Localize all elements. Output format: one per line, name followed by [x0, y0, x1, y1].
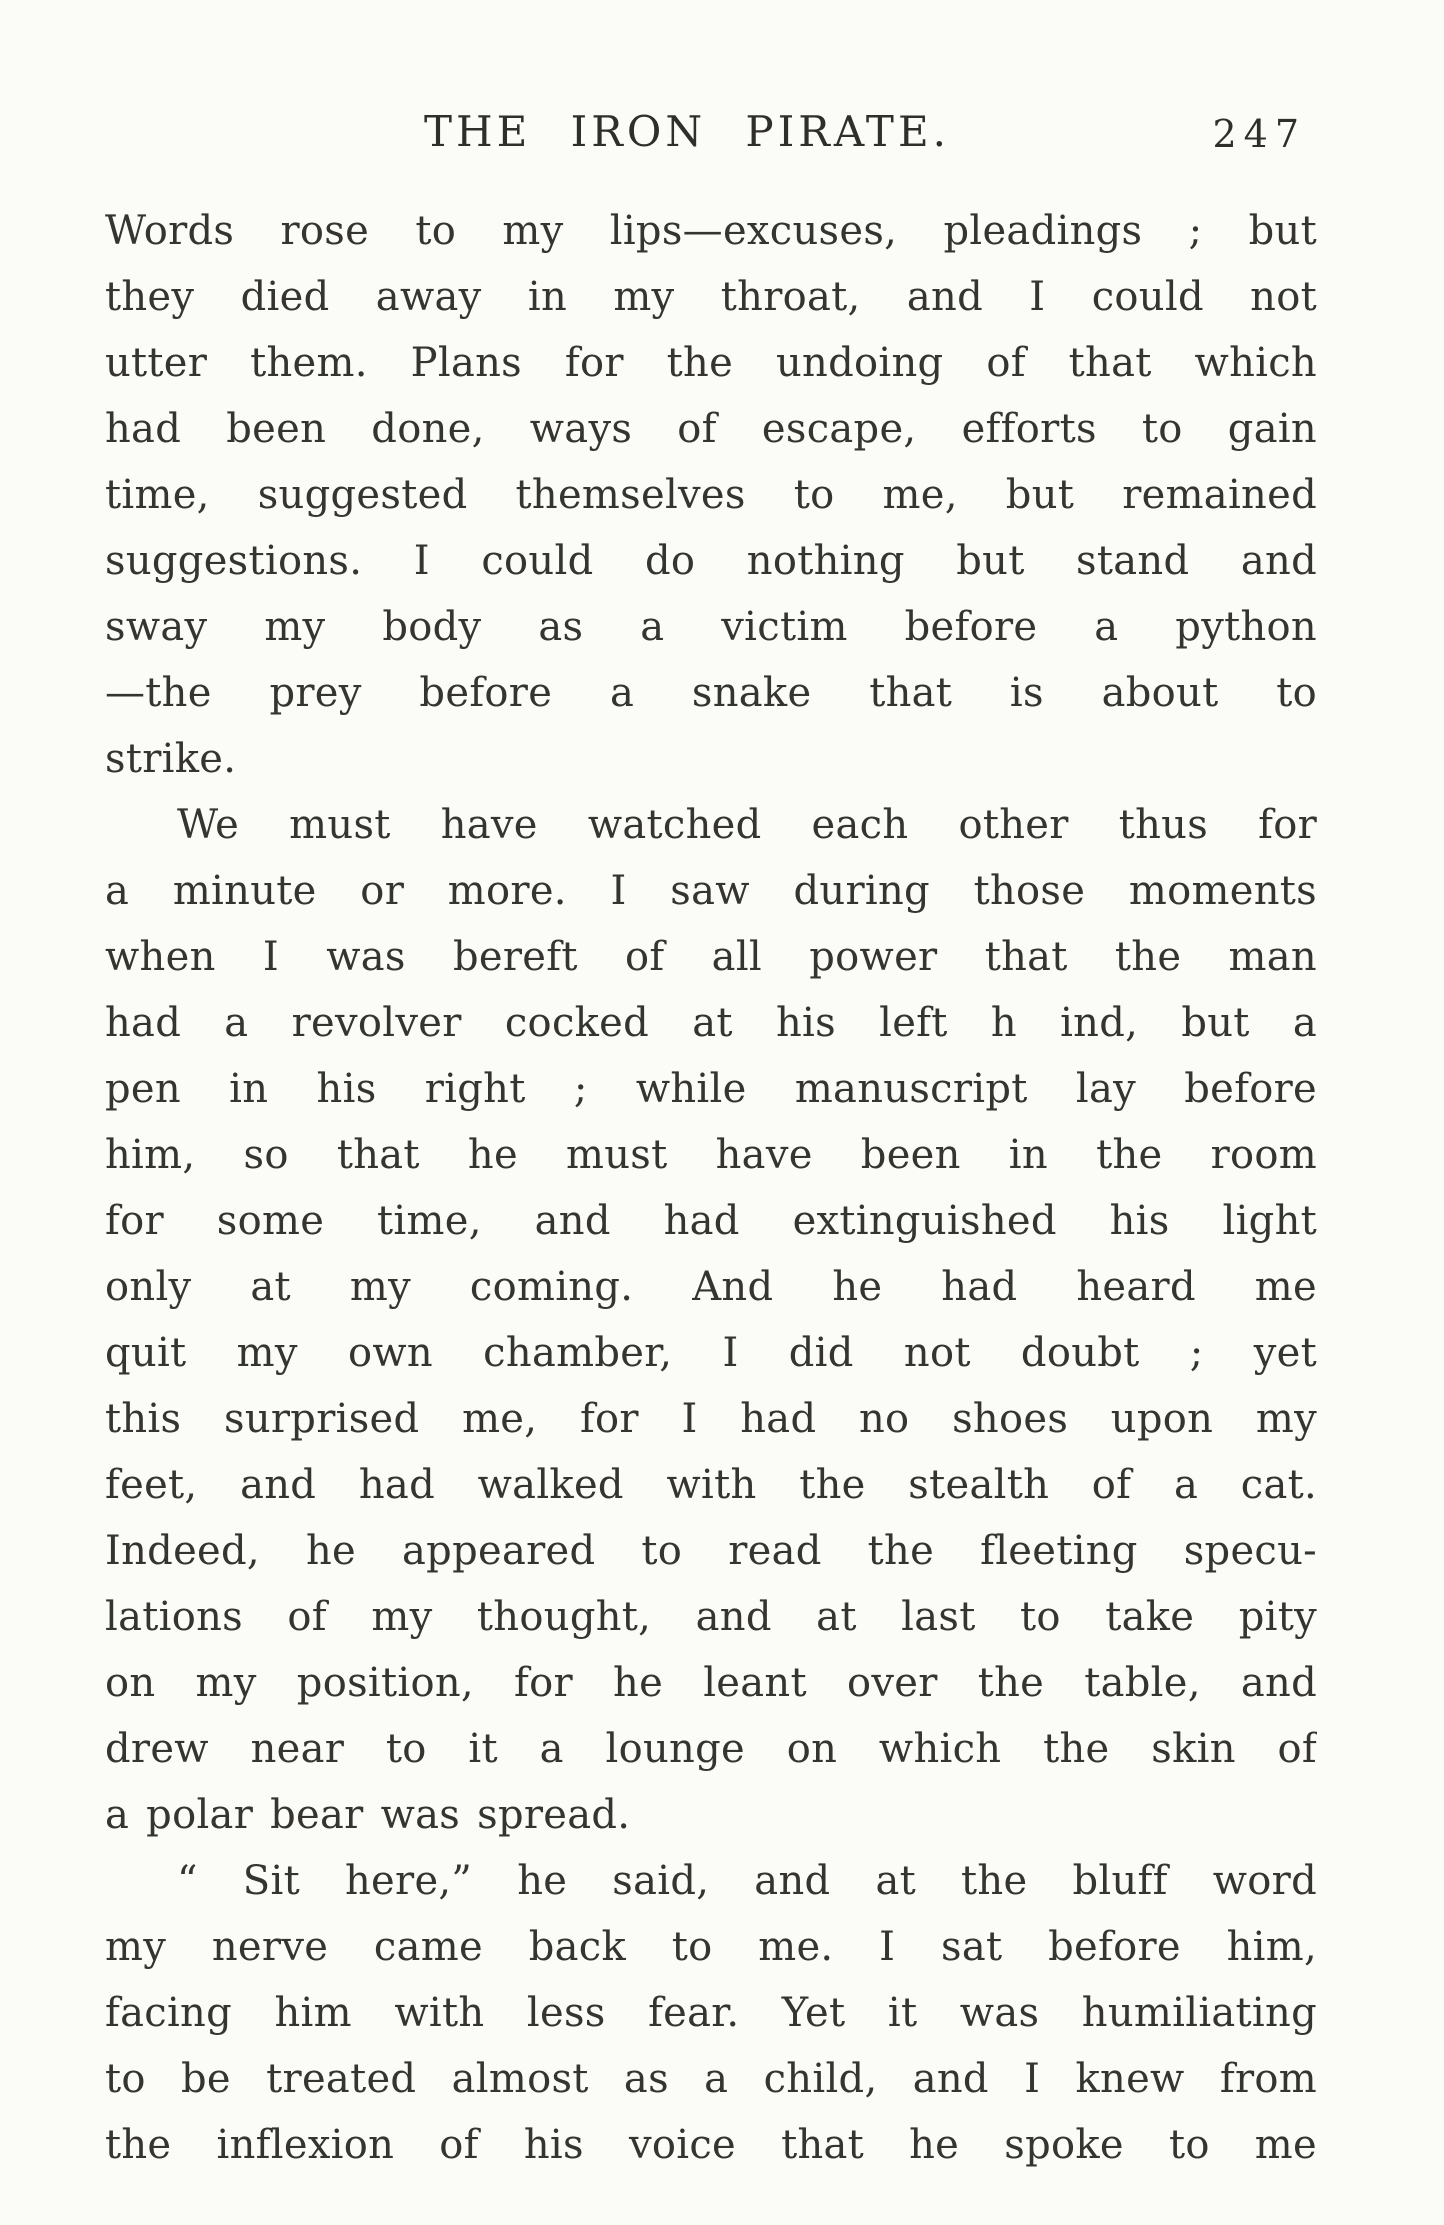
paragraph [105, 792, 1317, 1848]
text-line: a polar bear was spread. [105, 1792, 631, 1838]
text-line: —the prey before a snake that is about to [105, 670, 1317, 716]
page-header [106, 106, 1316, 162]
text-line: on my position, for he leant over the table, and [105, 1660, 1317, 1706]
text-line: suggestions. I could do nothing but stand and [105, 538, 1317, 584]
text-line: quit my own chamber, I did not doubt ; yet [105, 1330, 1317, 1376]
text-line: utter them. Plans for the undoing of that which [105, 340, 1317, 386]
text-line: had a revolver cocked at his left h ind, but a [105, 1000, 1317, 1046]
text-line: We must have watched each other thus for [177, 802, 1317, 848]
text-line: feet, and had walked with the stealth of a cat. [105, 1462, 1317, 1508]
text-line: him, so that he must have been in the room [105, 1132, 1317, 1178]
text-line: this surprised me, for I had no shoes upon my [105, 1396, 1317, 1442]
text-line: facing him with less fear. Yet it was humiliating [105, 1990, 1317, 2036]
text-line: time, suggested themselves to me, but remained [105, 472, 1317, 518]
text-line: a minute or more. I saw during those moments [105, 868, 1317, 914]
text-line: for some time, and had extinguished his light [105, 1198, 1317, 1244]
text-line: pen in his right ; while manuscript lay before [105, 1066, 1317, 1112]
text-line: drew near to it a lounge on which the skin of [105, 1726, 1317, 1772]
paragraph [105, 1848, 1317, 2178]
text-line: Indeed, he appeared to read the fleeting specu- [105, 1528, 1317, 1574]
paragraph [105, 198, 1317, 792]
page-number: 247 [1212, 112, 1306, 156]
text-line: my nerve came back to me. I sat before him, [105, 1924, 1317, 1970]
text-line: lations of my thought, and at last to take pity [105, 1594, 1317, 1640]
text-line: strike. [105, 736, 237, 782]
text-line: Words rose to my lips—excuses, pleadings ; but [105, 208, 1317, 254]
running-title: THE IRON PIRATE. [424, 107, 950, 156]
text-line: sway my body as a victim before a python [105, 604, 1317, 650]
text-line: only at my coming. And he had heard me [105, 1264, 1317, 1310]
text-line: they died away in my throat, and I could not [105, 274, 1317, 320]
text-line: the inflexion of his voice that he spoke to me [105, 2122, 1317, 2168]
text-line: “ Sit here,” he said, and at the bluff word [177, 1858, 1317, 1904]
text-line: when I was bereft of all power that the man [105, 934, 1317, 980]
text-line: had been done, ways of escape, efforts to gain [105, 406, 1317, 452]
text-line: to be treated almost as a child, and I knew from [105, 2056, 1317, 2102]
page-body [105, 198, 1317, 2178]
